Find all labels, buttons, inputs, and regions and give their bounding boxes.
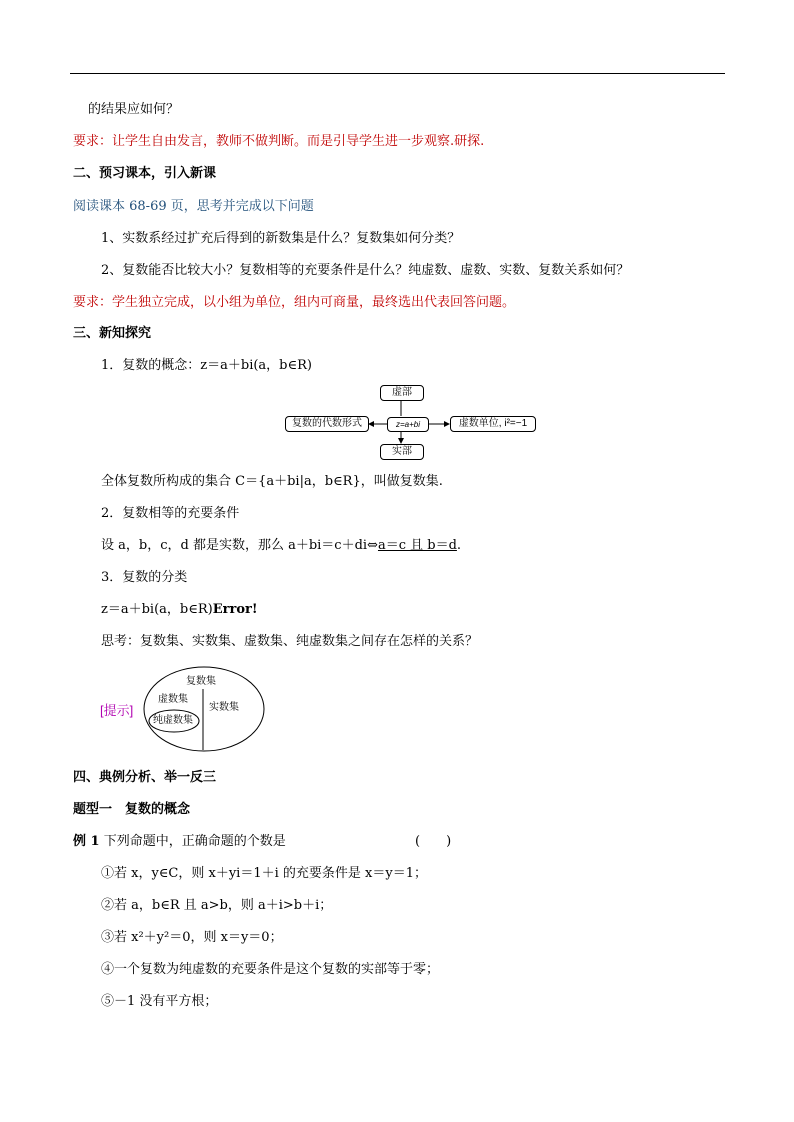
proposition-4: ④一个复数为纯虚数的充要条件是这个复数的实部等于零； [101,962,440,977]
proposition-3: ③若 x²＋y²＝0，则 x＝y＝0； [101,930,283,945]
classification-formula: z＝a＋bi(a，b∈R) [101,602,213,617]
subheading: 3．复数的分类 [101,570,188,585]
reading-instruction: 阅读课本 68-69 页，思考并完成以下问题 [73,199,314,214]
real-part-box: 实部 [380,444,424,460]
real-set-label: 实数集 [209,702,239,713]
hint-label: [提示] [100,703,134,718]
question-2: 2、复数能否比较大小？复数相等的充要条件是什么？纯虚数、虚数、实数、复数关系如何？ [101,263,630,278]
pure-imaginary-set-label: 纯虚数集 [153,715,193,726]
condition-text: 设 a，b，c，d 都是实数，那么 a＋bi＝c＋di⇔ [101,538,378,553]
section-heading: 二、预习课本，引入新课 [73,166,217,181]
imaginary-set-label: 虚数集 [158,694,188,705]
imaginary-unit-box: 虚数单位, i²=−1 [450,416,536,432]
proposition-5: ⑤－1 没有平方根； [101,994,218,1009]
example-label: 例 1 [73,834,100,849]
requirement-note: 要求：让学生自由发言，教师不做判断。而是引导学生进一步观察.研探. [73,134,485,149]
example-stem [73,833,286,851]
complex-set-label: 复数集 [186,676,216,687]
thinking-question: 思考：复数集、实数集、虚数集、纯虚数集之间存在怎样的关系？ [101,634,479,649]
proposition-1: ①若 x，y∈C，则 x＋yi＝1＋i 的充要条件是 x＝y＝1； [101,866,427,881]
period: . [456,538,462,553]
condition-answer: a＝c 且 b＝d [377,538,457,553]
example-question: 下列命题中，正确命题的个数是 [99,834,286,849]
formula-box: z=a+bi [387,417,429,432]
problem-type-heading: 题型一 复数的概念 [73,802,191,817]
question-1: 1、实数系经过扩充后得到的新数集是什么？复数集如何分类？ [101,231,461,246]
algebraic-form-box: 复数的代数形式 [285,416,369,432]
requirement-note: 要求：学生独立完成，以小组为单位，组内可商量，最终选出代表回答问题。 [73,295,516,310]
set-definition: 全体复数所构成的集合 C＝{a＋bi|a，b∈R}，叫做复数集. [101,474,443,489]
proposition-2: ②若 a，b∈R 且 a>b，则 a＋i>b＋i； [101,898,333,913]
text-line: 的结果应如何？ [88,102,180,117]
subheading: 2．复数相等的充要条件 [101,506,240,521]
answer-blank: ( ) [415,834,452,849]
imaginary-part-box: 虚部 [380,385,424,401]
section-heading: 四、典例分析、举一反三 [73,770,217,785]
concept-definition: 1．复数的概念：z＝a＋bi(a，b∈R) [101,358,312,373]
error-text: Error! [212,602,258,617]
section-heading: 三、新知探究 [73,326,152,341]
